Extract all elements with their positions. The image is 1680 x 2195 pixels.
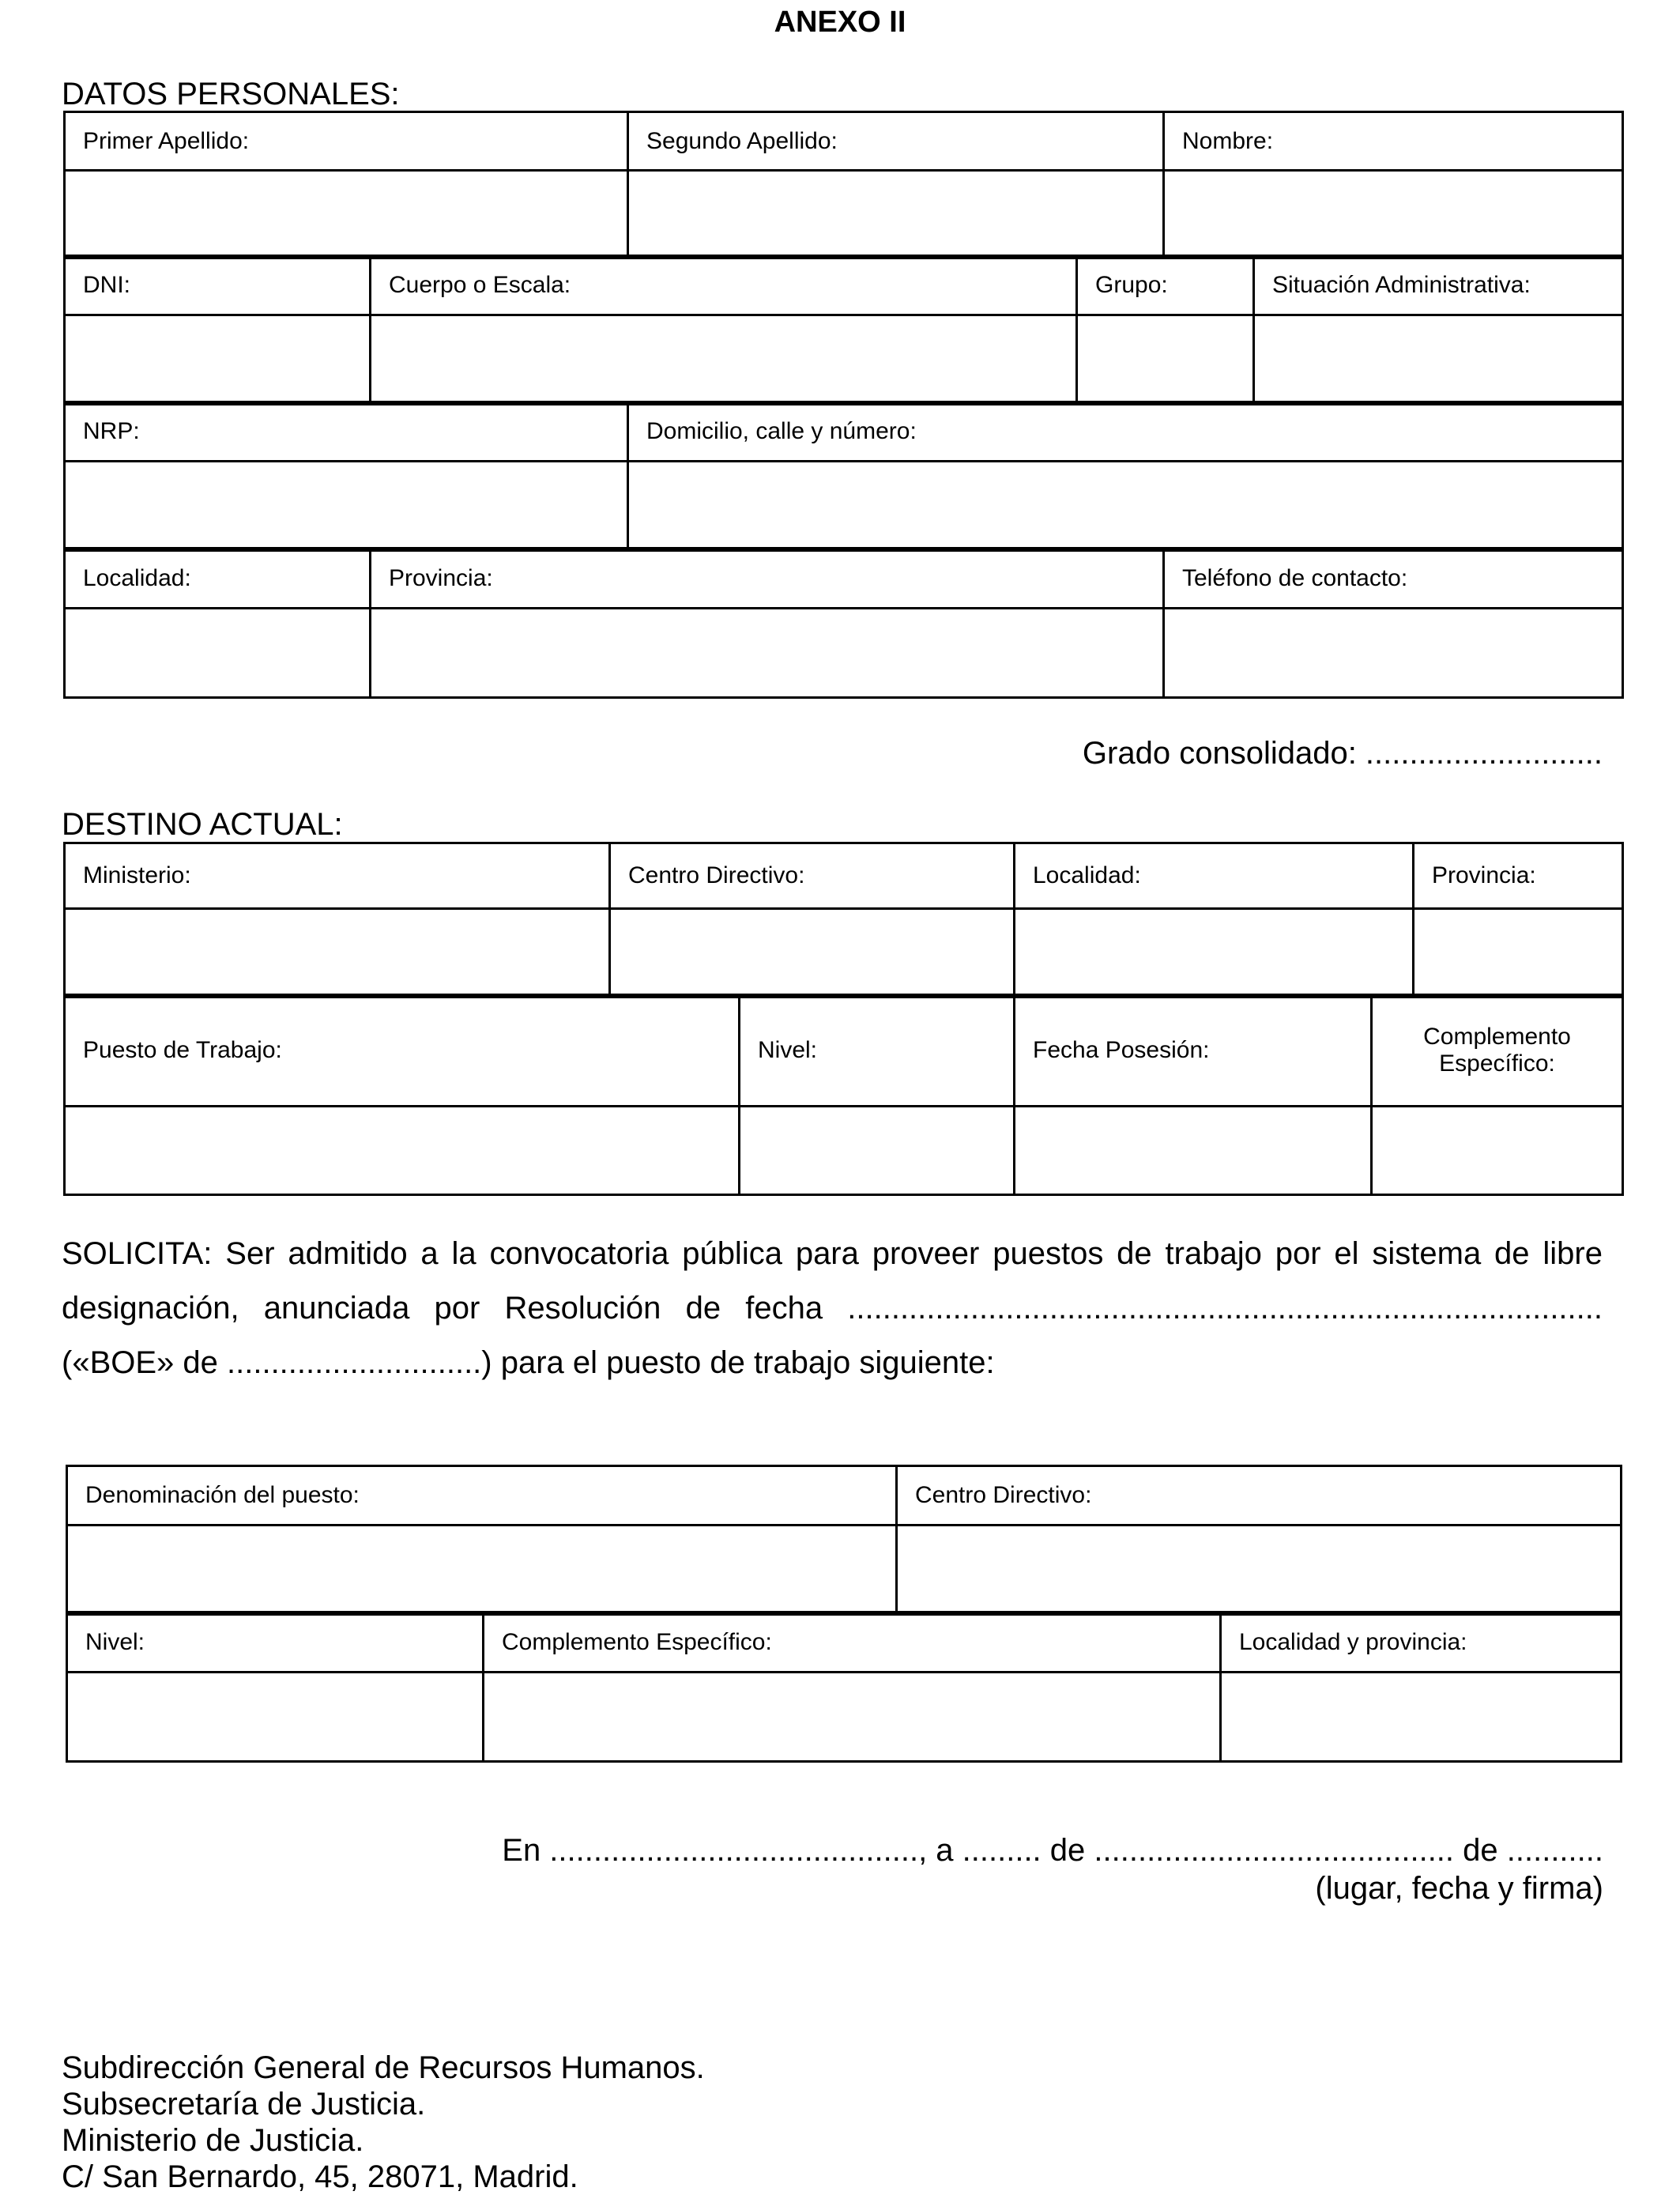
- lugar-fecha-firma-caption: (lugar, fecha y firma): [1315, 1871, 1603, 1906]
- datos-personales-row2: [63, 255, 1624, 405]
- address-line: Ministerio de Justicia.: [62, 2123, 364, 2158]
- puesto-trabajo-field[interactable]: [65, 1107, 740, 1195]
- nivel-field[interactable]: [740, 1107, 1015, 1195]
- solicitado-complemento-label: Complemento Específico:: [484, 1612, 1221, 1673]
- localidad-field[interactable]: [65, 609, 371, 698]
- solicitado-centro-directivo-label: Centro Directivo:: [897, 1466, 1622, 1526]
- fecha-posesion-field[interactable]: [1015, 1107, 1372, 1195]
- ministerio-field[interactable]: [65, 909, 610, 998]
- dni-label: DNI:: [65, 256, 371, 315]
- datos-personales-row1: [63, 111, 1624, 259]
- solicitado-centro-directivo-field[interactable]: [897, 1526, 1622, 1615]
- ministerio-label: Ministerio:: [65, 843, 610, 909]
- complemento-especifico-label: [1372, 995, 1623, 1107]
- nombre-label: Nombre:: [1164, 112, 1623, 171]
- provincia-field[interactable]: [371, 609, 1164, 698]
- destino-provincia-field[interactable]: [1414, 909, 1623, 998]
- datos-personales-heading: DATOS PERSONALES:: [62, 77, 400, 111]
- complemento-especifico-field[interactable]: [1372, 1107, 1623, 1195]
- solicitado-nivel-label: Nivel:: [67, 1612, 484, 1673]
- puesto-solicitado-row2: [66, 1611, 1622, 1763]
- solicitado-complemento-field[interactable]: [484, 1673, 1221, 1762]
- datos-personales-row3: [63, 401, 1624, 552]
- situacion-administrativa-field[interactable]: [1254, 315, 1623, 405]
- destino-actual-row2: [63, 994, 1624, 1196]
- centro-directivo-label: Centro Directivo:: [610, 843, 1015, 909]
- provincia-label: Provincia:: [371, 549, 1164, 609]
- denominacion-puesto-label: Denominación del puesto:: [67, 1466, 897, 1526]
- destino-provincia-label: Provincia:: [1414, 843, 1623, 909]
- puesto-trabajo-label: Puesto de Trabajo:: [65, 995, 740, 1107]
- domicilio-label: Domicilio, calle y número:: [628, 402, 1623, 462]
- localidad-provincia-field[interactable]: [1221, 1673, 1622, 1762]
- situacion-administrativa-label: Situación Administrativa:: [1254, 256, 1623, 315]
- nombre-field[interactable]: [1164, 171, 1623, 258]
- complemento-especifico-label-line1: Complemento: [1423, 1024, 1571, 1050]
- address-line: Subdirección General de Recursos Humanos.: [62, 2050, 705, 2085]
- solicitado-nivel-field[interactable]: [67, 1673, 484, 1762]
- grado-consolidado: Grado consolidado: ...........................: [1082, 736, 1603, 771]
- cuerpo-escala-field[interactable]: [371, 315, 1077, 405]
- destino-localidad-field[interactable]: [1015, 909, 1414, 998]
- denominacion-puesto-field[interactable]: [67, 1526, 897, 1615]
- destino-actual-heading: DESTINO ACTUAL:: [62, 807, 343, 842]
- centro-directivo-field[interactable]: [610, 909, 1015, 998]
- segundo-apellido-field[interactable]: [628, 171, 1164, 258]
- solicita-paragraph: SOLICITA: Ser admitido a la convocatoria pública para proveer puestos de trabajo por el sistema de libre designación, anunciada por Resolución de fecha ...................................................................................... («BOE» de .............................) para el puesto de trabajo siguiente:: [62, 1236, 1603, 1380]
- complemento-especifico-label-line2: Específico:: [1439, 1050, 1555, 1077]
- datos-personales-row4: [63, 547, 1624, 699]
- nivel-label: Nivel:: [740, 995, 1015, 1107]
- domicilio-field[interactable]: [628, 462, 1623, 551]
- nrp-field[interactable]: [65, 462, 628, 551]
- primer-apellido-label: Primer Apellido:: [65, 112, 628, 171]
- destino-localidad-label: Localidad:: [1015, 843, 1414, 909]
- document-title: ANEXO II: [774, 6, 906, 39]
- dni-field[interactable]: [65, 315, 371, 405]
- primer-apellido-field[interactable]: [65, 171, 628, 258]
- address-line: C/ San Bernardo, 45, 28071, Madrid.: [62, 2159, 578, 2194]
- cuerpo-escala-label: Cuerpo o Escala:: [371, 256, 1077, 315]
- grupo-label: Grupo:: [1077, 256, 1254, 315]
- puesto-solicitado-row1: [66, 1465, 1622, 1616]
- localidad-label: Localidad:: [65, 549, 371, 609]
- nrp-label: NRP:: [65, 402, 628, 462]
- destino-actual-row1: [63, 842, 1624, 998]
- segundo-apellido-label: Segundo Apellido:: [628, 112, 1164, 171]
- fecha-posesion-label: Fecha Posesión:: [1015, 995, 1372, 1107]
- localidad-provincia-label: Localidad y provincia:: [1221, 1612, 1622, 1673]
- telefono-field[interactable]: [1164, 609, 1623, 698]
- destinatario-address: [62, 2050, 705, 2195]
- address-line: Subsecretaría de Justicia.: [62, 2087, 426, 2121]
- grupo-field[interactable]: [1077, 315, 1254, 405]
- telefono-label: Teléfono de contacto:: [1164, 549, 1623, 609]
- lugar-fecha-line: En .........................................., a ......... de ......................................... de ...........: [502, 1833, 1603, 1868]
